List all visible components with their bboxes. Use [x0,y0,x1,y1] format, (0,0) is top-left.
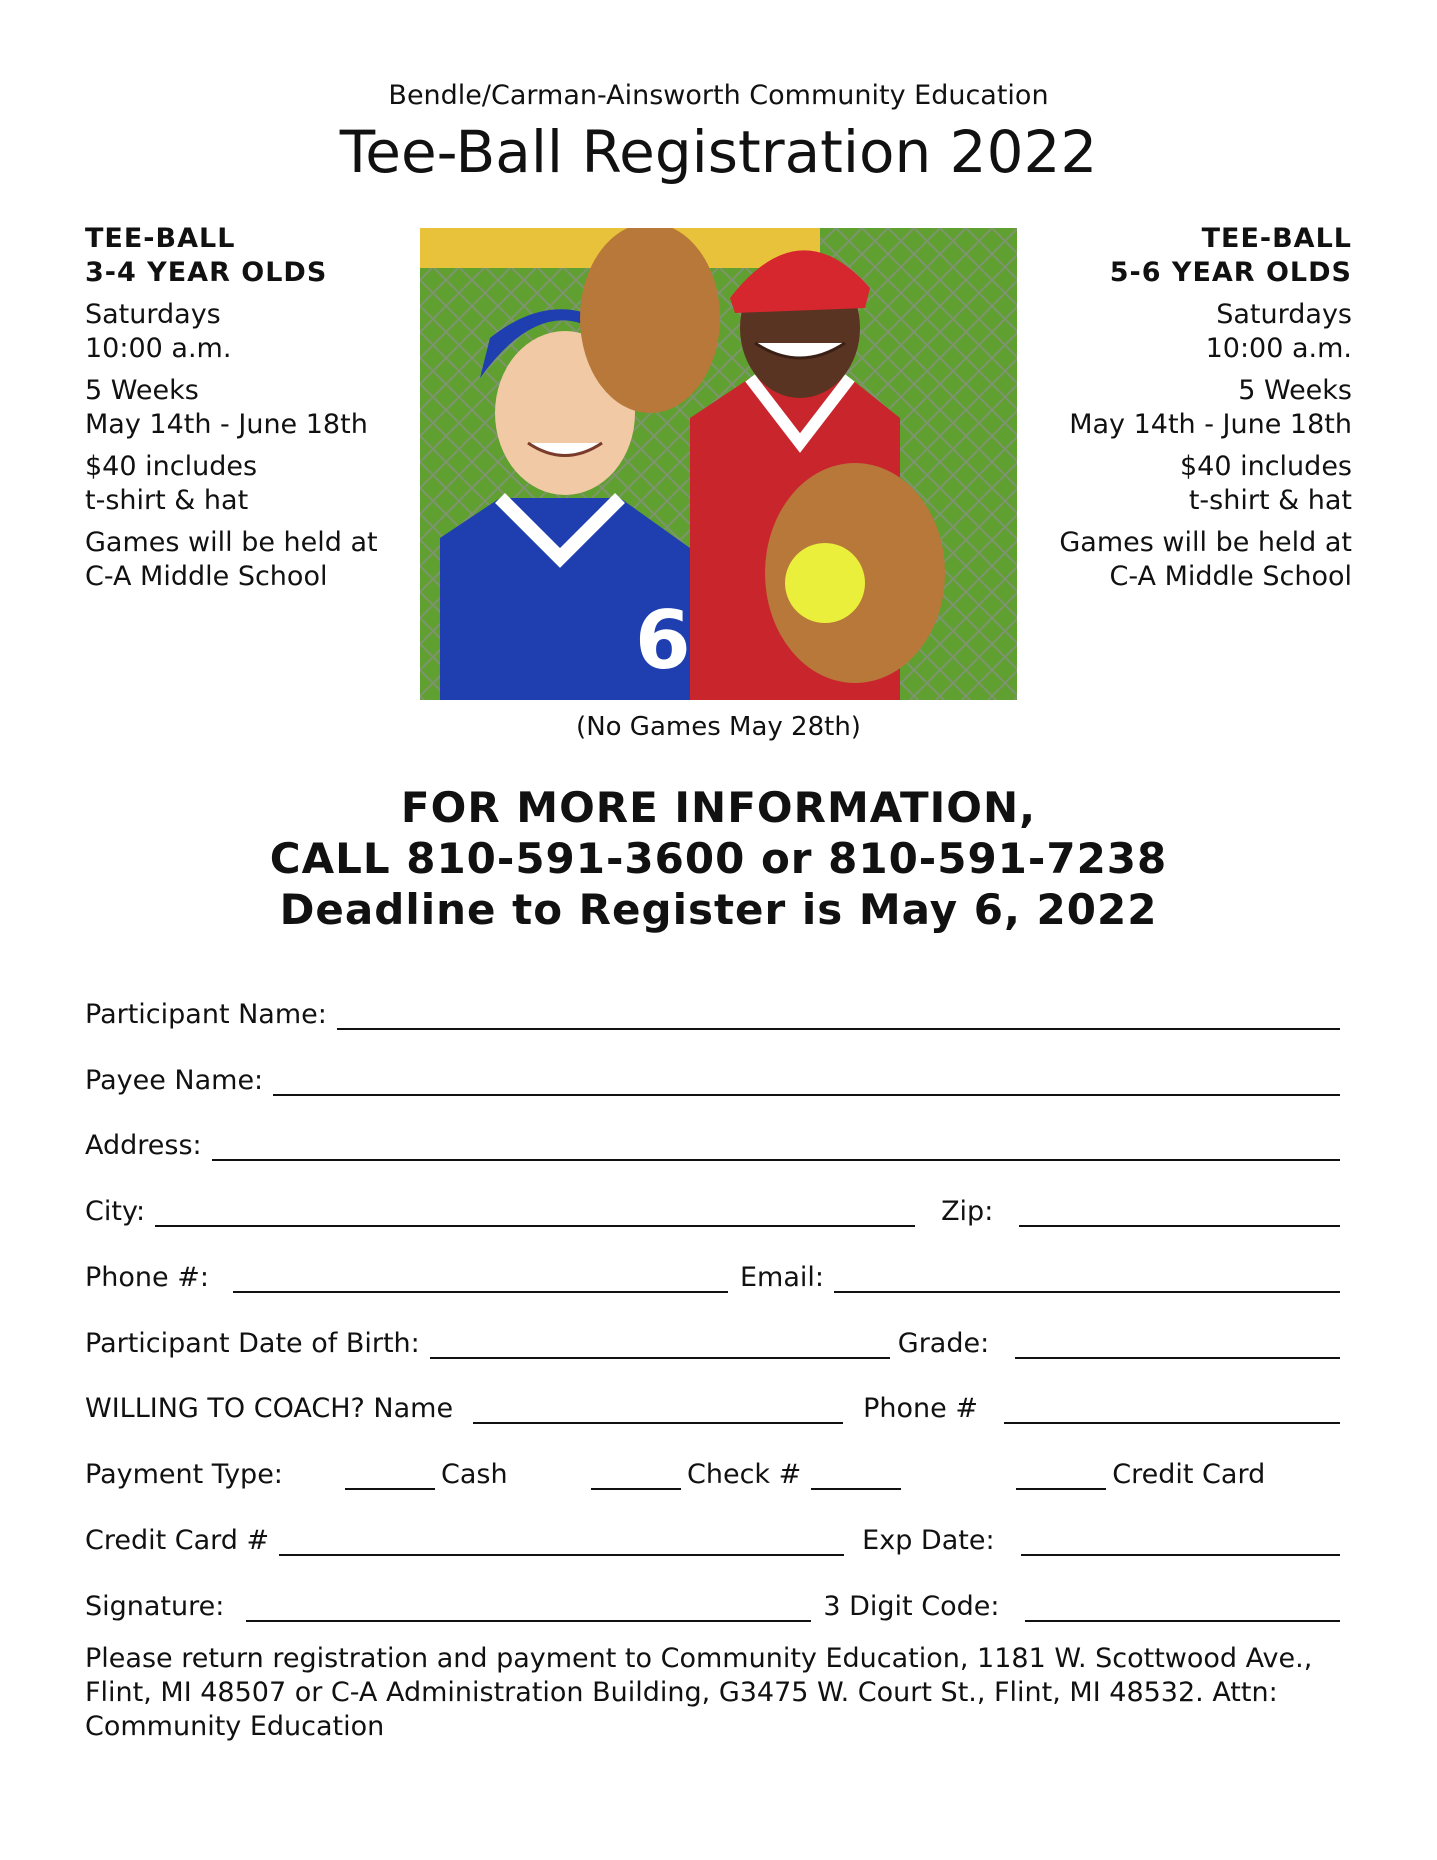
phone-email-row [85,1253,1340,1293]
credit-card-row [85,1516,1340,1556]
left-includes: t-shirt & hat [85,485,249,516]
digit-code-field[interactable] [1025,1590,1340,1622]
baseball-glove-icon [580,228,720,413]
left-program-info [85,222,405,594]
right-price: $40 includes [1179,451,1352,482]
left-day: Saturdays [85,299,221,330]
coach-name-label: WILLING TO COACH? Name [85,1393,454,1424]
info-line-1: FOR MORE INFORMATION, [400,783,1037,832]
coach-row [85,1384,1340,1424]
left-price: $40 includes [85,451,258,482]
payment-type-label: Payment Type: [85,1459,283,1490]
zip-field[interactable] [1019,1195,1340,1227]
no-games-note: (No Games May 28th) [576,712,861,742]
grade-label: Grade: [897,1328,990,1359]
check-label: Check # [687,1459,802,1490]
check-number-field[interactable] [811,1458,901,1490]
right-program-info [1032,222,1352,594]
exp-date-field[interactable] [1021,1524,1340,1556]
grade-field[interactable] [1015,1327,1340,1359]
credit-card-number-label: Credit Card # [85,1525,270,1556]
coach-name-field[interactable] [473,1392,843,1424]
right-day: Saturdays [1216,299,1352,330]
phone-label: Phone #: [85,1262,209,1293]
svg-text:6: 6 [635,594,691,687]
city-zip-row [85,1187,1340,1227]
email-field[interactable] [834,1261,1340,1293]
digit-code-label: 3 Digit Code: [823,1591,1000,1622]
left-location-2: C-A Middle School [85,561,328,592]
credit-card-blank[interactable] [1016,1458,1106,1490]
cash-blank[interactable] [345,1458,435,1490]
info-line-2: CALL 810-591-3600 or 810-591-7238 [269,834,1168,883]
left-time: 10:00 a.m. [85,333,232,364]
left-location-1: Games will be held at [85,527,378,558]
zip-label: Zip: [941,1196,994,1227]
credit-card-label: Credit Card [1112,1459,1266,1490]
dob-label: Participant Date of Birth: [85,1328,420,1359]
right-duration: 5 Weeks [1238,375,1352,406]
tee-ball-kids-photo [420,228,1017,700]
left-heading-1: TEE-BALL [85,223,236,254]
credit-card-number-field[interactable] [279,1524,844,1556]
address-row [85,1121,1340,1161]
right-heading-1: TEE-BALL [1201,223,1352,254]
city-field[interactable] [155,1195,915,1227]
participant-name-field[interactable] [337,998,1340,1030]
email-label: Email: [739,1262,824,1293]
phone-field[interactable] [233,1261,728,1293]
payment-type-row [85,1450,1340,1490]
participant-name-row [85,990,1340,1030]
signature-field[interactable] [246,1590,811,1622]
organization-name: Bendle/Carman-Ainsworth Community Education [388,80,1049,111]
right-time: 10:00 a.m. [1205,333,1352,364]
signature-label: Signature: [85,1591,225,1622]
left-heading-2: 3-4 YEAR OLDS [85,257,328,288]
right-includes: t-shirt & hat [1188,485,1352,516]
contact-info [0,782,1437,935]
right-location-2: C-A Middle School [1109,561,1352,592]
payee-name-field[interactable] [273,1064,1340,1096]
page-title: Tee-Ball Registration 2022 [339,118,1098,186]
left-dates: May 14th - June 18th [85,409,368,440]
address-label: Address: [85,1130,202,1161]
dob-grade-row [85,1319,1340,1359]
payee-name-label: Payee Name: [85,1065,264,1096]
address-field[interactable] [212,1129,1340,1161]
dob-field[interactable] [430,1327,890,1359]
right-location-1: Games will be held at [1059,527,1352,558]
city-label: City: [85,1196,146,1227]
signature-row [85,1582,1340,1622]
right-heading-2: 5-6 YEAR OLDS [1109,257,1352,288]
coach-phone-label: Phone # [863,1393,978,1424]
check-blank[interactable] [591,1458,681,1490]
cash-label: Cash [441,1459,508,1490]
return-instructions: Please return registration and payment to Community Education, 1181 W. Scottwood Ave., Flint, MI 48507 or C-A Administration Building, G3475 W. Court St., Flint, MI 48532. Attn: Community Education [85,1643,1313,1742]
softball-icon [785,543,865,623]
left-duration: 5 Weeks [85,375,199,406]
participant-name-label: Participant Name: [85,999,327,1030]
info-line-3: Deadline to Register is May 6, 2022 [279,885,1158,934]
payee-name-row [85,1056,1340,1096]
coach-phone-field[interactable] [1004,1392,1340,1424]
right-dates: May 14th - June 18th [1069,409,1352,440]
exp-date-label: Exp Date: [862,1525,995,1556]
